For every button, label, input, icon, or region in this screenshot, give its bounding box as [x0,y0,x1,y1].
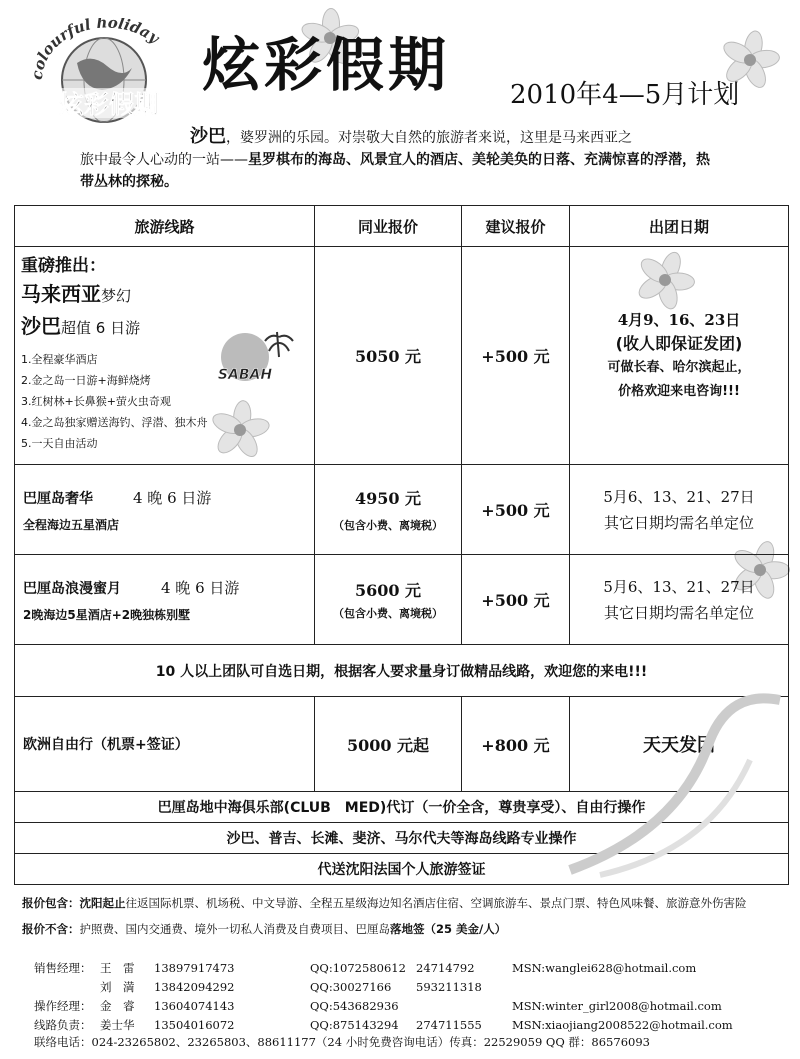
featured-price: 5050 元 [315,247,462,465]
featured-line-1 [21,279,314,311]
featured-line-1-small: 梦幻 [101,287,132,305]
europe-dates: 天天发团 [570,697,789,792]
contact-msn: MSN:wanglei628@hotmail.com [512,960,697,975]
route-duration: 4 晚 6 日游 [161,578,240,597]
exclude-text: 护照费、国内交通费、境外一切私人消费及自费项目、巴厘岛 [79,922,390,936]
contact-name: 姜士华 [100,1017,135,1032]
sabah-logo [215,327,295,391]
contact-role [34,977,100,996]
contact-phone: 13897917473 [154,960,235,975]
dates-line-1: 5月6、13、21、27日 [603,577,755,596]
header-suggested-price: 建议报价 [462,206,570,247]
contact-msn: MSN:winter_girl2008@hotmail.com [512,998,722,1013]
intro-text-3: 星罗棋布的海岛、风景宜人的酒店、美轮美奂的日落、充满惊喜的浮潜，热带丛林的探秘。 [80,152,710,190]
table-row [15,555,789,645]
trade-price: 4950 元 [354,489,422,508]
contacts-table [34,958,739,1034]
contacts [34,958,739,1053]
price-notes [22,893,782,939]
table-header-row [15,206,789,247]
contact-phone: 13604074143 [154,998,235,1013]
price-cell [315,555,462,645]
intro-text-2: 旅中最令人心动的一站—— [80,152,248,168]
dates-cell [570,465,789,555]
include-label: 报价包含： [22,896,80,910]
europe-route: 欧洲自由行（机票+签证） [15,697,315,792]
banner-islands: 沙巴、普吉、长滩、斐济、马尔代夫等海岛线路专业操作 [15,823,789,854]
include-text: 往返国际机票、机场税、中文导游、全程五星级海边知名酒店住宿、空调旅游车、景点门票、特色风味餐、旅游意外伤害险 [125,896,747,910]
list-item: 4.金之岛独家赠送海钓、浮潜、独木舟 [21,416,208,429]
route-sub: 全程海边五星酒店 [23,517,120,532]
exclude-bold: 落地签（25 美金/人） [390,922,507,936]
featured-line-1-main: 马来西亚 [21,282,101,306]
contact-msn: MSN:xiaojiang2008522@hotmail.com [512,1017,733,1032]
featured-route-cell [15,247,315,465]
intro-highlight: 沙巴 [190,126,226,147]
contact-qq: QQ:30027166 [310,979,392,994]
header-route: 旅游线路 [15,206,315,247]
list-item: 1.全程豪华酒店 [21,353,98,366]
contact-qq2: 593211318 [416,979,482,994]
price-cell [315,465,462,555]
group-note: 10 人以上团队可自选日期，根据客人要求量身订做精品线路，欢迎您的来电!!! [15,645,789,697]
route-duration: 4 晚 6 日游 [133,488,212,507]
contact-role: 操作经理： [34,998,92,1013]
featured-dates-4: 价格欢迎来电咨询!!! [618,383,740,399]
header-departure-dates: 出团日期 [570,206,789,247]
contact-qq2: 24714792 [416,960,475,975]
featured-line-2-main: 沙巴 [21,314,61,338]
contact-phone: 13842094292 [154,979,235,994]
dates-line-1: 5月6、13、21、27日 [603,487,755,506]
featured-dates-3: 可做长春、哈尔滨起止， [607,359,751,375]
trade-price: 5600 元 [354,581,422,600]
banner-visa: 代送沈阳法国个人旅游签证 [15,854,789,885]
contact-msn [512,977,739,996]
list-item: 5.一天自由活动 [21,437,98,450]
logo-text: 炫彩假期 [58,90,160,119]
table-row [15,465,789,555]
swirl-decoration [560,680,790,880]
dates-line-2: 其它日期均需名单定位 [603,513,754,532]
contact-qq: QQ:543682936 [310,998,399,1013]
suggest-price: +500 元 [462,465,570,555]
list-item: 2.金之岛一日游+海鲜烧烤 [21,374,151,387]
route-name: 巴厘岛浪漫蜜月 [23,580,121,597]
contact-qq2 [416,996,512,1015]
contact-qq: QQ:875143294 [310,1017,399,1032]
route-cell [15,555,315,645]
list-item: 3.红树林+长鼻猴+萤火虫奇观 [21,395,171,408]
contact-row [34,977,739,996]
price-note: （包含小费、离境税） [333,607,443,620]
europe-suggest: +800 元 [462,697,570,792]
featured-tag: 重磅推出： [21,256,106,276]
dates-cell [570,555,789,645]
contact-row [34,996,739,1015]
sabah-logo-text: SABAH [217,367,273,383]
table-row-featured [15,247,789,465]
include-bold: 沈阳起止 [79,896,126,910]
intro-text-1: ，婆罗洲的乐园。对崇敬大自然的旅游者来说，这里是马来西亚之 [226,130,632,146]
contact-role: 销售经理： [34,960,92,975]
route-cell [15,465,315,555]
europe-price: 5000 元起 [315,697,462,792]
intro-paragraph [80,126,720,193]
contact-row [34,1015,739,1034]
contact-role: 线路负责： [34,1017,92,1032]
logo [22,18,192,128]
hotline: 联络电话：024-23265802、23265803、88611177（24 小时免费咨询电话）传真：22529059 QQ 群：86576093 [34,1035,650,1049]
exclude-note [22,919,782,939]
contact-qq: QQ:1072580612 [310,960,406,975]
route-sub: 2晚海边5星酒店+2晚独栋别墅 [23,607,191,622]
featured-dates-1: 4月9、16、23日 [617,310,741,329]
include-note [22,893,782,913]
dates-line-2: 其它日期均需名单定位 [603,603,754,622]
featured-suggest: +500 元 [462,247,570,465]
contact-row [34,958,739,977]
featured-dates [570,247,789,465]
price-note: （包含小费、离境税） [333,519,443,532]
logo-arc-text: colourful holiday [27,18,163,81]
featured-dates-2: (收人即保证发团) [615,333,743,353]
contact-name: 金 睿 [100,998,135,1013]
suggest-price: +500 元 [462,555,570,645]
contact-name: 王 雷 [100,960,135,975]
banner-club-med: 巴厘岛地中海俱乐部(CLUB MED)代订（一价全含，尊贵享受）、自由行操作 [15,792,789,823]
route-name: 巴厘岛奢华 [23,490,93,507]
exclude-label: 报价不含： [22,922,80,936]
featured-line-2-small: 超值 6 日游 [61,319,141,337]
contact-qq2: 274711555 [416,1017,482,1032]
page-subtitle: 2010年4—5月计划 [510,80,740,110]
contact-name: 刘 満 [100,979,135,994]
page-title: 炫彩假期 [202,31,451,99]
header-trade-price: 同业报价 [315,206,462,247]
contact-phone: 13504016072 [154,1017,235,1032]
